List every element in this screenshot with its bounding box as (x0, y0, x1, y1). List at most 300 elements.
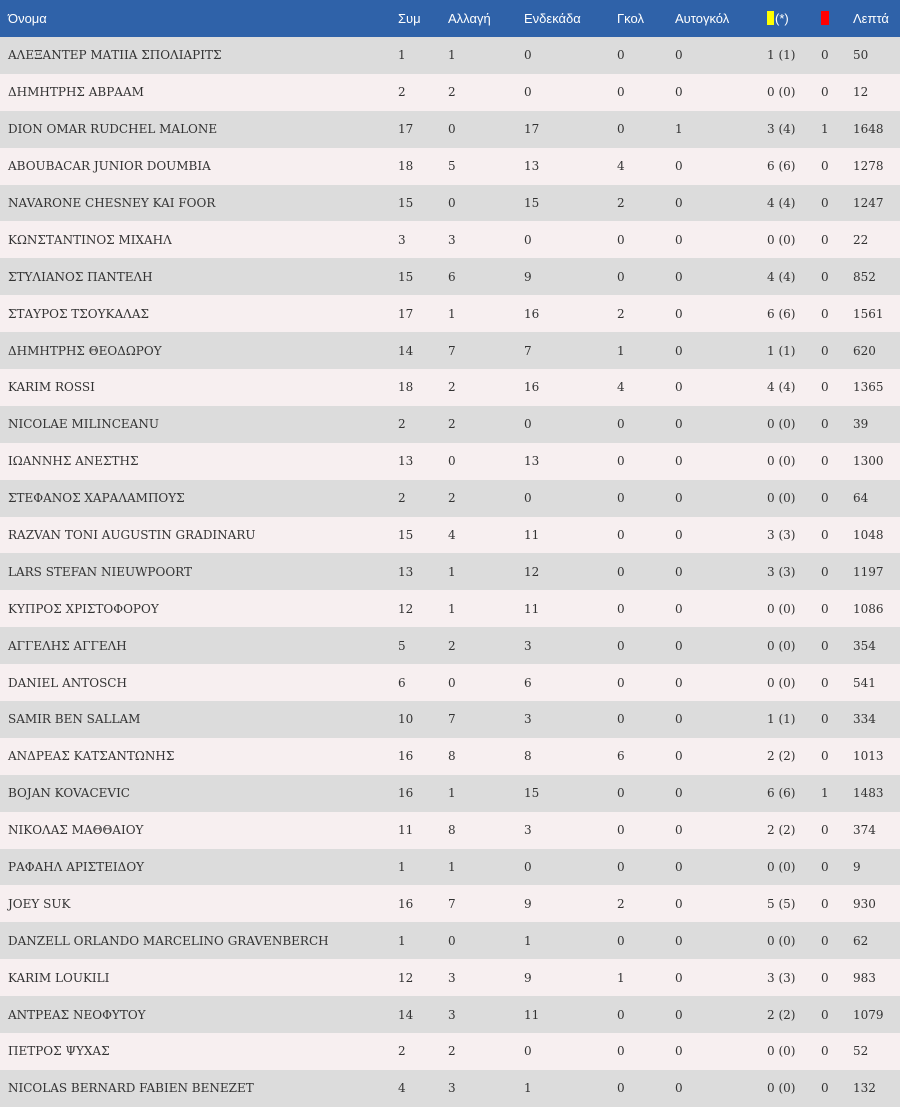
own-goals-cell: 0 (675, 491, 683, 506)
substitutions-cell: 1 (448, 860, 456, 875)
starting-xi-cell: 11 (524, 528, 540, 543)
starting-xi-cell: 3 (524, 638, 532, 653)
minutes-cell: 62 (853, 933, 869, 948)
appearances-cell: 1 (398, 860, 406, 875)
appearances-cell: 1 (398, 933, 406, 948)
starting-xi-cell: 3 (524, 823, 532, 838)
goals-cell: 4 (617, 159, 625, 174)
goals-cell: 0 (617, 491, 625, 506)
substitutions-cell: 0 (448, 675, 456, 690)
player-name-cell: DANIEL ANTOSCH (8, 675, 127, 690)
yellow-cards-cell: 6 (6) (767, 786, 796, 801)
appearances-cell: 10 (398, 712, 414, 727)
goals-cell: 0 (617, 48, 625, 63)
goals-cell: 0 (617, 528, 625, 543)
yellow-cards-cell: 5 (5) (767, 896, 796, 911)
player-name-cell: DION OMAR RUDCHEL MALONE (8, 122, 218, 137)
substitutions-cell: 2 (448, 1044, 456, 1059)
minutes-cell: 374 (853, 823, 876, 838)
red-cards-cell: 0 (821, 269, 829, 284)
table-row (0, 922, 900, 959)
yellow-cards-cell: 3 (3) (767, 970, 796, 985)
goals-cell: 0 (617, 638, 625, 653)
player-name-cell: NICOLAS BERNARD FABIEN BENEZET (8, 1081, 254, 1096)
appearances-cell: 12 (398, 601, 414, 616)
starting-xi-cell: 1 (524, 933, 532, 948)
table-row (0, 885, 900, 922)
red-cards-cell: 0 (821, 749, 829, 764)
substitutions-cell: 2 (448, 491, 456, 506)
appearances-cell: 13 (398, 564, 414, 579)
own-goals-cell: 0 (675, 85, 683, 100)
substitutions-cell: 1 (448, 306, 456, 321)
goals-cell: 0 (617, 85, 625, 100)
red-cards-cell: 0 (821, 1044, 829, 1059)
substitutions-cell: 7 (448, 712, 456, 727)
yellow-cards-cell: 3 (4) (767, 122, 796, 137)
own-goals-cell: 0 (675, 48, 683, 63)
minutes-cell: 1365 (853, 380, 884, 395)
substitutions-cell: 2 (448, 380, 456, 395)
player-name-cell: ΡΑΦΑΗΛ ΑΡΙΣΤΕΙΔΟΥ (8, 860, 145, 875)
red-cards-cell: 0 (821, 970, 829, 985)
player-name-cell: ΑΛΕΞΑΝΤΕΡ ΜΑΤΙΙΑ ΣΠΟΛΙΑΡΙΤΣ (8, 48, 222, 63)
starting-xi-cell: 15 (524, 786, 540, 801)
table-row (0, 590, 900, 627)
minutes-cell: 1086 (853, 601, 884, 616)
starting-xi-cell: 11 (524, 1007, 540, 1022)
minutes-cell: 354 (853, 638, 876, 653)
player-name-cell: ΔΗΜΗΤΡΗΣ ΘΕΟΔΩΡΟΥ (8, 343, 162, 358)
minutes-cell: 541 (853, 675, 876, 690)
appearances-cell: 15 (398, 196, 414, 210)
appearances-cell: 2 (398, 417, 406, 432)
own-goals-cell: 0 (675, 380, 683, 395)
own-goals-cell: 0 (675, 749, 683, 764)
starting-xi-cell: 3 (524, 712, 532, 727)
col-header-starting[interactable]: Ενδεκάδα (524, 11, 581, 26)
goals-cell: 0 (617, 675, 625, 690)
minutes-cell: 1278 (853, 159, 884, 174)
yellow-cards-cell: 1 (1) (767, 712, 796, 727)
table-row (0, 812, 900, 849)
table-row (0, 443, 900, 480)
minutes-cell: 132 (853, 1081, 876, 1096)
own-goals-cell: 0 (675, 232, 683, 247)
goals-cell: 0 (617, 933, 625, 948)
goals-cell: 1 (617, 970, 625, 985)
appearances-cell: 13 (398, 454, 414, 469)
appearances-cell: 16 (398, 896, 414, 911)
appearances-cell: 1 (398, 48, 406, 63)
goals-cell: 0 (617, 232, 625, 247)
own-goals-cell: 0 (675, 970, 683, 985)
goals-cell: 0 (617, 601, 625, 616)
appearances-cell: 17 (398, 306, 414, 321)
goals-cell: 0 (617, 712, 625, 727)
minutes-cell: 64 (853, 491, 869, 506)
red-cards-cell: 0 (821, 85, 829, 100)
player-name-cell: ΣΤΕΦΑΝΟΣ ΧΑΡΑΛΑΜΠΟΥΣ (8, 491, 185, 506)
substitutions-cell: 7 (448, 343, 456, 358)
red-cards-cell: 0 (821, 1007, 829, 1022)
substitutions-cell: 3 (448, 232, 456, 247)
red-cards-cell: 0 (821, 712, 829, 727)
own-goals-cell: 0 (675, 712, 683, 727)
table-row (0, 849, 900, 886)
red-cards-cell: 0 (821, 454, 829, 469)
appearances-cell: 5 (398, 638, 406, 653)
appearances-cell: 18 (398, 380, 414, 395)
yellow-cards-cell: 0 (0) (767, 491, 796, 506)
own-goals-cell: 0 (675, 675, 683, 690)
own-goals-cell: 0 (675, 601, 683, 616)
own-goals-cell: 0 (675, 1081, 683, 1096)
player-name-cell: ΑΝΤΡΕΑΣ ΝΕΟΦΥΤΟΥ (8, 1007, 146, 1022)
starting-xi-cell: 9 (524, 970, 532, 985)
yellow-cards-cell: 6 (6) (767, 159, 796, 174)
own-goals-cell: 1 (675, 122, 683, 137)
table-row (0, 738, 900, 775)
substitutions-cell: 0 (448, 122, 456, 137)
yellow-cards-cell: 0 (0) (767, 675, 796, 690)
player-name-cell: KARIM ROSSI (8, 380, 95, 395)
yellow-cards-cell: 0 (0) (767, 638, 796, 653)
starting-xi-cell: 9 (524, 896, 532, 911)
col-header-minutes[interactable]: Λεπτά (853, 11, 889, 26)
substitutions-cell: 0 (448, 196, 456, 210)
substitutions-cell: 1 (448, 601, 456, 616)
own-goals-cell: 0 (675, 860, 683, 875)
player-name-cell: ΣΤΥΛΙΑΝΟΣ ΠΑΝΤΕΛΗ (8, 269, 153, 284)
goals-cell: 0 (617, 454, 625, 469)
minutes-cell: 1247 (853, 196, 884, 210)
minutes-cell: 1079 (853, 1007, 884, 1022)
red-cards-cell: 0 (821, 564, 829, 579)
yellow-cards-cell: 0 (0) (767, 601, 796, 616)
yellow-cards-cell: 0 (0) (767, 232, 796, 247)
substitutions-cell: 2 (448, 417, 456, 432)
appearances-cell: 2 (398, 85, 406, 100)
yellow-cards-cell: 2 (2) (767, 749, 796, 764)
appearances-cell: 16 (398, 749, 414, 764)
own-goals-cell: 0 (675, 823, 683, 838)
own-goals-cell: 0 (675, 196, 683, 210)
starting-xi-cell: 0 (524, 1044, 532, 1059)
table-row (0, 185, 900, 222)
yellow-card-icon (767, 11, 774, 25)
red-cards-cell: 0 (821, 601, 829, 616)
starting-xi-cell: 0 (524, 417, 532, 432)
player-name-cell: ΠΕΤΡΟΣ ΨΥΧΑΣ (8, 1044, 110, 1059)
own-goals-cell: 0 (675, 933, 683, 948)
starting-xi-cell: 16 (524, 380, 540, 395)
yellow-cards-cell: 1 (1) (767, 343, 796, 358)
goals-cell: 2 (617, 196, 625, 210)
minutes-cell: 22 (853, 232, 869, 247)
red-cards-cell: 0 (821, 528, 829, 543)
red-cards-cell: 0 (821, 343, 829, 358)
table-row (0, 111, 900, 148)
goals-cell: 0 (617, 1081, 625, 1096)
starting-xi-cell: 1 (524, 1081, 532, 1096)
yellow-cards-cell: 0 (0) (767, 1081, 796, 1096)
starting-xi-cell: 17 (524, 122, 540, 137)
col-header-goals[interactable]: Γκολ (617, 11, 644, 26)
minutes-cell: 1013 (853, 749, 884, 764)
yellow-cards-cell: 0 (0) (767, 1044, 796, 1059)
red-cards-cell: 0 (821, 675, 829, 690)
substitutions-cell: 8 (448, 749, 456, 764)
yellow-cards-cell: 4 (4) (767, 380, 796, 395)
own-goals-cell: 0 (675, 638, 683, 653)
player-name-cell: NICOLAE MILINCEANU (8, 417, 159, 432)
red-cards-cell: 0 (821, 860, 829, 875)
minutes-cell: 9 (853, 860, 861, 875)
substitutions-cell: 3 (448, 1007, 456, 1022)
minutes-cell: 1483 (853, 786, 884, 801)
starting-xi-cell: 0 (524, 491, 532, 506)
substitutions-cell: 2 (448, 638, 456, 653)
header-row (0, 0, 900, 37)
yellow-cards-cell: 0 (0) (767, 417, 796, 432)
red-cards-cell: 0 (821, 232, 829, 247)
substitutions-cell: 6 (448, 269, 456, 284)
table-row (0, 1070, 900, 1107)
goals-cell: 0 (617, 823, 625, 838)
player-name-cell: ΙΩΑΝΝΗΣ ΑΝΕΣΤΗΣ (8, 454, 139, 469)
table-row (0, 775, 900, 812)
appearances-cell: 6 (398, 675, 406, 690)
yellow-cards-cell: 3 (3) (767, 528, 796, 543)
player-name-cell: LARS STEFAN NIEUWPOORT (8, 564, 192, 579)
col-header-change[interactable]: Αλλαγή (448, 11, 491, 26)
appearances-cell: 14 (398, 343, 414, 358)
table-row (0, 258, 900, 295)
own-goals-cell: 0 (675, 1044, 683, 1059)
table-row (0, 701, 900, 738)
appearances-cell: 4 (398, 1081, 406, 1096)
substitutions-cell: 4 (448, 528, 456, 543)
starting-xi-cell: 8 (524, 749, 532, 764)
yellow-cards-cell: 4 (4) (767, 269, 796, 284)
appearances-cell: 17 (398, 122, 414, 137)
player-name-cell: ΝΙΚΟΛΑΣ ΜΑΘΘΑΙΟΥ (8, 823, 144, 838)
appearances-cell: 2 (398, 1044, 406, 1059)
appearances-cell: 2 (398, 491, 406, 506)
player-name-cell: RAZVAN TONI AUGUSTIN GRADINARU (8, 528, 256, 543)
substitutions-cell: 1 (448, 786, 456, 801)
red-cards-cell: 0 (821, 196, 829, 210)
yellow-cards-cell: 1 (1) (767, 48, 796, 63)
red-card-icon (821, 11, 829, 25)
player-name-cell: ABOUBACAR JUNIOR DOUMBIA (8, 159, 211, 174)
minutes-cell: 39 (853, 417, 869, 432)
substitutions-cell: 5 (448, 159, 456, 174)
goals-cell: 0 (617, 417, 625, 432)
starting-xi-cell: 9 (524, 269, 532, 284)
substitutions-cell: 3 (448, 970, 456, 985)
substitutions-cell: 2 (448, 85, 456, 100)
table-row (0, 996, 900, 1033)
red-cards-cell: 0 (821, 417, 829, 432)
minutes-cell: 1197 (853, 564, 884, 579)
table-row (0, 74, 900, 111)
minutes-cell: 12 (853, 85, 869, 100)
yellow-cards-cell: 2 (2) (767, 1007, 796, 1022)
col-header-own-goals[interactable]: Αυτογκόλ (675, 11, 730, 26)
goals-cell: 1 (617, 343, 625, 358)
goals-cell: 4 (617, 380, 625, 395)
table-row (0, 1033, 900, 1070)
player-name-cell: SAMIR BEN SALLAM (8, 712, 141, 727)
own-goals-cell: 0 (675, 896, 683, 911)
own-goals-cell: 0 (675, 269, 683, 284)
yellow-cards-cell: 0 (0) (767, 454, 796, 469)
table-row (0, 369, 900, 406)
goals-cell: 0 (617, 786, 625, 801)
starting-xi-cell: 0 (524, 85, 532, 100)
red-cards-cell: 0 (821, 896, 829, 911)
goals-cell: 6 (617, 749, 625, 764)
substitutions-cell: 0 (448, 454, 456, 469)
minutes-cell: 1048 (853, 528, 884, 543)
red-cards-cell: 0 (821, 306, 829, 321)
starting-xi-cell: 0 (524, 860, 532, 875)
own-goals-cell: 0 (675, 528, 683, 543)
minutes-cell: 50 (853, 48, 869, 63)
starting-xi-cell: 15 (524, 196, 540, 210)
appearances-cell: 14 (398, 1007, 414, 1022)
appearances-cell: 3 (398, 232, 406, 247)
starting-xi-cell: 16 (524, 306, 540, 321)
player-name-cell: ΑΓΓΕΛΗΣ ΑΓΓΕΛΗ (8, 638, 127, 653)
table-row (0, 406, 900, 443)
yellow-cards-cell: 3 (3) (767, 564, 796, 579)
player-name-cell: KARIM LOUKILI (8, 970, 110, 985)
starting-xi-cell: 0 (524, 48, 532, 63)
appearances-cell: 11 (398, 823, 414, 838)
minutes-cell: 983 (853, 970, 876, 985)
player-name-cell: ΑΝΔΡΕΑΣ ΚΑΤΣΑΝΤΩΝΗΣ (8, 749, 175, 764)
substitutions-cell: 7 (448, 896, 456, 911)
own-goals-cell: 0 (675, 1007, 683, 1022)
player-name-cell: BOJAN KOVACEVIC (8, 786, 130, 801)
appearances-cell: 12 (398, 970, 414, 985)
col-header-sym[interactable]: Συμ (398, 11, 421, 26)
yellow-suffix: (*) (775, 11, 789, 26)
player-name-cell: ΣΤΑΥΡΟΣ ΤΣΟΥΚΑΛΑΣ (8, 306, 149, 321)
starting-xi-cell: 6 (524, 675, 532, 690)
minutes-cell: 930 (853, 896, 876, 911)
table-row (0, 148, 900, 185)
table-row (0, 553, 900, 590)
own-goals-cell: 0 (675, 159, 683, 174)
player-name-cell: ΚΩΝΣΤΑΝΤΙΝΟΣ ΜΙΧΑΗΛ (8, 232, 172, 247)
red-cards-cell: 1 (821, 786, 829, 801)
player-name-cell: NAVARONE CHESNEY KAI FOOR (8, 196, 216, 210)
table-row (0, 295, 900, 332)
substitutions-cell: 1 (448, 564, 456, 579)
minutes-cell: 1648 (853, 122, 884, 137)
starting-xi-cell: 12 (524, 564, 540, 579)
red-cards-cell: 0 (821, 159, 829, 174)
red-cards-cell: 0 (821, 380, 829, 395)
table-body (0, 37, 900, 1107)
yellow-cards-cell: 2 (2) (767, 823, 796, 838)
starting-xi-cell: 13 (524, 159, 540, 174)
starting-xi-cell: 7 (524, 343, 532, 358)
starting-xi-cell: 0 (524, 232, 532, 247)
minutes-cell: 1561 (853, 306, 884, 321)
red-cards-cell: 0 (821, 638, 829, 653)
col-header-yellow[interactable] (767, 0, 821, 37)
minutes-cell: 620 (853, 343, 876, 358)
yellow-cards-cell: 4 (4) (767, 196, 796, 210)
starting-xi-cell: 13 (524, 454, 540, 469)
goals-cell: 0 (617, 1044, 625, 1059)
substitutions-cell: 1 (448, 48, 456, 63)
own-goals-cell: 0 (675, 306, 683, 321)
table-row (0, 332, 900, 369)
red-cards-cell: 0 (821, 491, 829, 506)
minutes-cell: 334 (853, 712, 876, 727)
appearances-cell: 18 (398, 159, 414, 174)
red-cards-cell: 0 (821, 1081, 829, 1096)
player-name-cell: JOEY SUK (8, 896, 71, 911)
red-cards-cell: 0 (821, 823, 829, 838)
goals-cell: 0 (617, 122, 625, 137)
appearances-cell: 15 (398, 269, 414, 284)
table-row (0, 221, 900, 258)
goals-cell: 0 (617, 564, 625, 579)
own-goals-cell: 0 (675, 786, 683, 801)
table-row (0, 959, 900, 996)
appearances-cell: 15 (398, 528, 414, 543)
own-goals-cell: 0 (675, 343, 683, 358)
goals-cell: 0 (617, 1007, 625, 1022)
goals-cell: 2 (617, 306, 625, 321)
minutes-cell: 52 (853, 1044, 869, 1059)
goals-cell: 2 (617, 896, 625, 911)
substitutions-cell: 0 (448, 933, 456, 948)
goals-cell: 0 (617, 860, 625, 875)
starting-xi-cell: 11 (524, 601, 540, 616)
substitutions-cell: 3 (448, 1081, 456, 1096)
table-row (0, 37, 900, 74)
yellow-cards-cell: 0 (0) (767, 85, 796, 100)
player-name-cell: ΚΥΠΡΟΣ ΧΡΙΣΤΟΦΟΡΟΥ (8, 601, 159, 616)
table-header (0, 0, 900, 37)
yellow-cards-cell: 0 (0) (767, 860, 796, 875)
minutes-cell: 852 (853, 269, 876, 284)
substitutions-cell: 8 (448, 823, 456, 838)
red-cards-cell: 0 (821, 48, 829, 63)
player-name-cell: DANZELL ORLANDO MARCELINO GRAVENBERCH (8, 933, 329, 948)
table-row (0, 517, 900, 554)
table-row (0, 664, 900, 701)
col-header-name[interactable]: Όνομα (8, 11, 47, 26)
table-row (0, 480, 900, 517)
appearances-cell: 16 (398, 786, 414, 801)
red-cards-cell: 1 (821, 122, 829, 137)
own-goals-cell: 0 (675, 454, 683, 469)
own-goals-cell: 0 (675, 417, 683, 432)
player-name-cell: ΔΗΜΗΤΡΗΣ ΑΒΡΑΑΜ (8, 85, 144, 100)
goals-cell: 0 (617, 269, 625, 284)
red-cards-cell: 0 (821, 933, 829, 948)
col-header-red[interactable] (821, 0, 853, 37)
